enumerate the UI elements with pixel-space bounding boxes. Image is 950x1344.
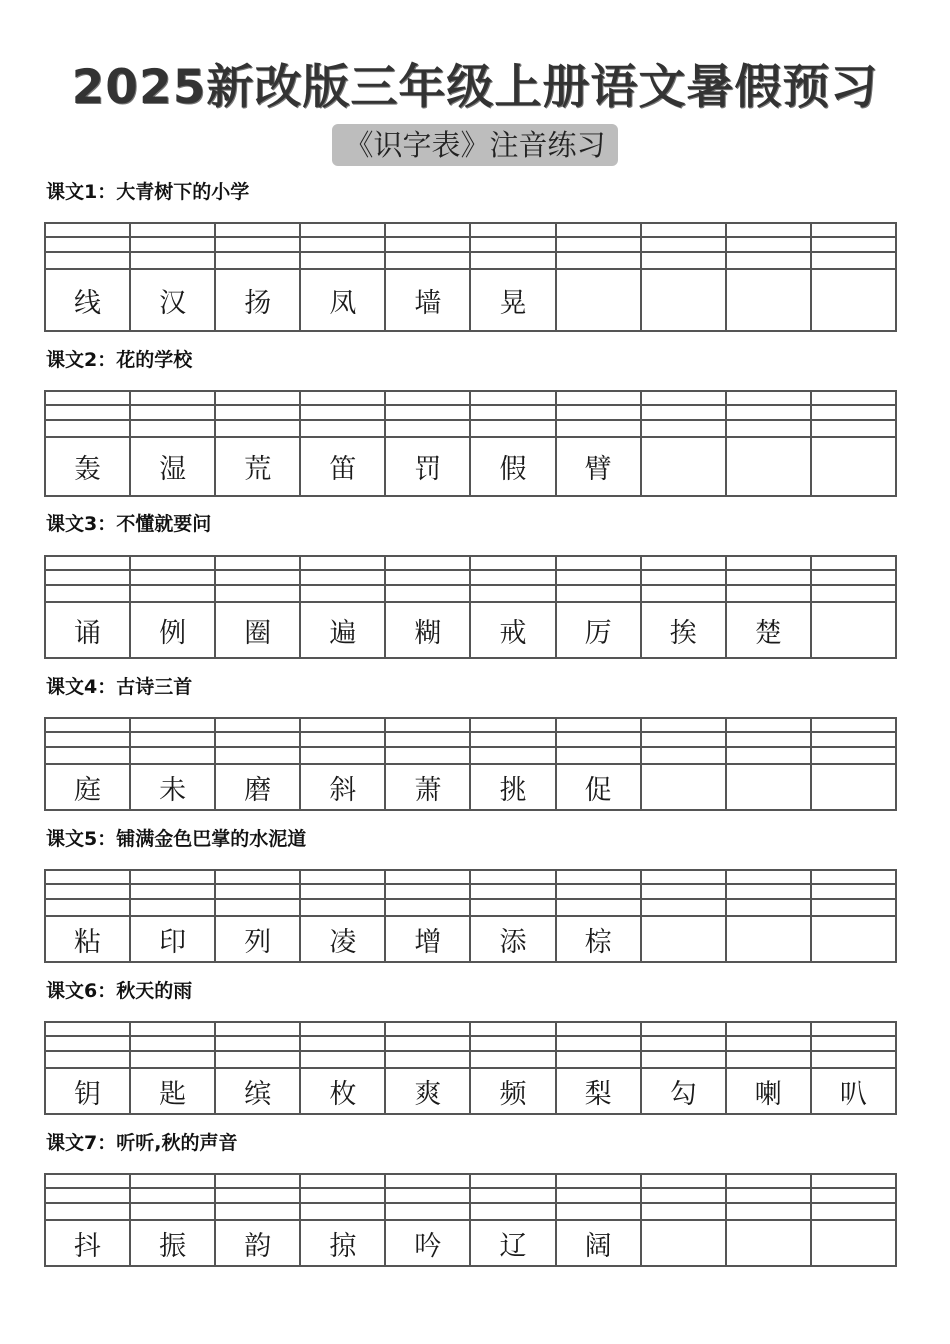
pinyin-writing-lines[interactable] [642,392,725,438]
practice-cell [46,719,131,809]
practice-grid [44,390,897,497]
character-box: 庭 [74,774,102,806]
pinyin-writing-lines[interactable] [301,719,384,765]
pinyin-writing-lines[interactable] [471,557,554,603]
character-box: 勾 [669,1078,697,1110]
practice-cell [131,1175,216,1265]
practice-cell [216,557,301,657]
practice-cell [557,719,642,809]
practice-cell [642,557,727,657]
character-box: 斜 [329,774,357,806]
practice-cell [557,557,642,657]
pinyin-writing-lines[interactable] [812,1175,895,1221]
pinyin-writing-lines[interactable] [642,557,725,603]
pinyin-writing-lines[interactable] [557,719,640,765]
practice-grid [44,869,897,963]
pinyin-writing-lines[interactable] [46,719,129,765]
character-box: 韵 [244,1230,272,1262]
character-box: 楚 [754,617,782,649]
practice-cell [46,871,131,961]
character-box: 粘 [74,926,102,958]
pinyin-writing-lines[interactable] [386,1175,469,1221]
character-box [727,1221,810,1265]
character-box [642,917,725,961]
pinyin-writing-lines[interactable] [131,1023,214,1069]
pinyin-writing-lines[interactable] [386,224,469,270]
practice-cell [46,224,131,330]
pinyin-writing-lines[interactable] [131,719,214,765]
character-box: 凌 [329,926,357,958]
character-box: 遍 [329,617,357,649]
practice-cell [471,1023,556,1113]
practice-cell [812,719,895,809]
practice-cell [216,224,301,330]
practice-cell [386,557,471,657]
practice-cell [557,1175,642,1265]
character-box: 吟 [414,1230,442,1262]
pinyin-writing-lines[interactable] [642,1175,725,1221]
character-box: 例 [159,617,187,649]
pinyin-writing-lines[interactable] [727,871,810,917]
pinyin-writing-lines[interactable] [301,1175,384,1221]
pinyin-writing-lines[interactable] [642,224,725,270]
practice-cell [557,224,642,330]
practice-grid [44,222,897,332]
practice-cell [727,719,812,809]
practice-cell [642,871,727,961]
practice-cell [216,1175,301,1265]
character-box: 湿 [159,454,187,485]
practice-cell [642,1023,727,1113]
pinyin-writing-lines[interactable] [46,392,129,438]
character-box [812,603,895,657]
pinyin-writing-lines[interactable] [471,1175,554,1221]
pinyin-writing-lines[interactable] [131,871,214,917]
practice-cell [301,1175,386,1265]
character-box [812,270,895,330]
practice-cell [386,719,471,809]
lesson-label: 课文1：大青树下的小学 [46,181,250,203]
pinyin-writing-lines[interactable] [471,1023,554,1069]
pinyin-writing-lines[interactable] [727,557,810,603]
practice-cell [642,1175,727,1265]
lesson-label: 课文3：不懂就要问 [46,513,212,535]
pinyin-writing-lines[interactable] [557,392,640,438]
pinyin-writing-lines[interactable] [557,1175,640,1221]
character-box: 假 [499,454,527,485]
pinyin-writing-lines[interactable] [216,1023,299,1069]
practice-cell [216,392,301,495]
practice-cell [642,392,727,495]
practice-cell [46,1023,131,1113]
character-box: 梨 [584,1078,612,1110]
character-box: 添 [499,926,527,958]
pinyin-writing-lines[interactable] [727,1175,810,1221]
pinyin-writing-lines[interactable] [216,557,299,603]
practice-cell [216,719,301,809]
pinyin-writing-lines[interactable] [812,392,895,438]
pinyin-writing-lines[interactable] [557,871,640,917]
character-box [812,917,895,961]
pinyin-writing-lines[interactable] [46,871,129,917]
practice-cell [301,1023,386,1113]
character-box [812,765,895,809]
pinyin-writing-lines[interactable] [216,224,299,270]
practice-cell [727,1175,812,1265]
character-box: 圈 [244,617,272,649]
practice-cell [812,1175,895,1265]
character-box: 阔 [584,1230,612,1262]
practice-cell [131,871,216,961]
pinyin-writing-lines[interactable] [301,871,384,917]
character-box: 增 [414,926,442,958]
practice-grid [44,555,897,659]
character-box [642,1221,725,1265]
practice-cell [471,1175,556,1265]
practice-cell [386,1023,471,1113]
practice-grid [44,1173,897,1267]
practice-cell [727,224,812,330]
character-box: 爽 [414,1078,442,1110]
practice-cell [557,392,642,495]
pinyin-writing-lines[interactable] [131,392,214,438]
practice-cell [812,871,895,961]
practice-cell [471,224,556,330]
practice-cell [216,871,301,961]
character-box: 墙 [414,287,442,319]
character-box: 扬 [244,287,272,319]
character-box: 喇 [754,1078,782,1110]
practice-cell [386,224,471,330]
practice-cell [216,1023,301,1113]
pinyin-writing-lines[interactable] [642,1023,725,1069]
pinyin-writing-lines[interactable] [727,719,810,765]
page-title: 2025新改版三年级上册语文暑假预习 [71,60,879,115]
character-box [642,765,725,809]
pinyin-writing-lines[interactable] [301,224,384,270]
pinyin-writing-lines[interactable] [301,1023,384,1069]
character-box: 促 [584,774,612,806]
pinyin-writing-lines[interactable] [812,1023,895,1069]
character-box: 诵 [74,617,102,649]
pinyin-writing-lines[interactable] [131,557,214,603]
character-box: 挨 [669,617,697,649]
character-box: 糊 [414,617,442,649]
practice-cell [727,392,812,495]
character-box: 列 [244,926,272,958]
practice-cell [301,557,386,657]
pinyin-writing-lines[interactable] [727,392,810,438]
lesson-label: 课文4：古诗三首 [46,676,193,698]
practice-cell [301,224,386,330]
pinyin-writing-lines[interactable] [46,1023,129,1069]
character-box [812,438,895,495]
pinyin-writing-lines[interactable] [386,1023,469,1069]
practice-cell [812,392,895,495]
pinyin-writing-lines[interactable] [557,224,640,270]
page-subtitle: 《识字表》注音练习 [332,124,617,166]
practice-cell [557,1023,642,1113]
practice-cell [131,224,216,330]
practice-cell [727,1023,812,1113]
character-box [642,438,725,495]
character-box: 匙 [159,1078,187,1110]
pinyin-writing-lines[interactable] [386,871,469,917]
pinyin-writing-lines[interactable] [557,557,640,603]
pinyin-writing-lines[interactable] [216,392,299,438]
character-box: 挑 [499,774,527,806]
lesson-label: 课文6：秋天的雨 [46,980,193,1002]
practice-cell [642,224,727,330]
character-box: 荒 [244,454,272,485]
pinyin-writing-lines[interactable] [131,224,214,270]
character-box: 轰 [74,454,102,485]
practice-grid [44,717,897,811]
character-box: 磨 [244,774,272,806]
pinyin-writing-lines[interactable] [216,1175,299,1221]
practice-cell [812,224,895,330]
practice-cell [471,557,556,657]
character-box: 线 [74,287,102,319]
character-box: 频 [499,1078,527,1110]
practice-cell [727,871,812,961]
character-box: 钥 [74,1078,102,1110]
character-box [642,270,725,330]
pinyin-writing-lines[interactable] [46,1175,129,1221]
character-box: 厉 [584,617,612,649]
pinyin-writing-lines[interactable] [216,871,299,917]
practice-cell [471,392,556,495]
pinyin-writing-lines[interactable] [812,557,895,603]
pinyin-writing-lines[interactable] [46,557,129,603]
pinyin-writing-lines[interactable] [301,557,384,603]
pinyin-writing-lines[interactable] [727,1023,810,1069]
character-box [727,765,810,809]
pinyin-writing-lines[interactable] [386,392,469,438]
practice-cell [386,871,471,961]
character-box [727,270,810,330]
practice-cell [386,392,471,495]
pinyin-writing-lines[interactable] [386,557,469,603]
pinyin-writing-lines[interactable] [642,719,725,765]
character-box: 枚 [329,1078,357,1110]
character-box [727,917,810,961]
character-box: 臂 [584,454,612,485]
pinyin-writing-lines[interactable] [812,871,895,917]
pinyin-writing-lines[interactable] [131,1175,214,1221]
practice-cell [727,557,812,657]
character-box: 晃 [499,287,527,319]
practice-cell [301,392,386,495]
pinyin-writing-lines[interactable] [812,719,895,765]
pinyin-writing-lines[interactable] [386,719,469,765]
character-box: 萧 [414,774,442,806]
practice-cell [131,392,216,495]
practice-cell [46,1175,131,1265]
pinyin-writing-lines[interactable] [471,392,554,438]
character-box: 掠 [329,1230,357,1262]
character-box [557,270,640,330]
practice-cell [642,719,727,809]
pinyin-writing-lines[interactable] [642,871,725,917]
practice-cell [557,871,642,961]
character-box: 棕 [584,926,612,958]
practice-cell [131,1023,216,1113]
character-box: 罚 [414,454,442,485]
pinyin-writing-lines[interactable] [727,224,810,270]
pinyin-writing-lines[interactable] [812,224,895,270]
character-box: 未 [159,774,187,806]
practice-cell [812,1023,895,1113]
practice-cell [471,719,556,809]
character-box: 戒 [499,617,527,649]
character-box: 凤 [329,287,357,319]
practice-cell [301,719,386,809]
practice-grid [44,1021,897,1115]
practice-cell [301,871,386,961]
pinyin-writing-lines[interactable] [46,224,129,270]
practice-cell [471,871,556,961]
character-box: 印 [159,926,187,958]
lesson-label: 课文5：铺满金色巴掌的水泥道 [46,828,307,850]
character-box: 叭 [839,1078,867,1110]
practice-cell [131,719,216,809]
pinyin-writing-lines[interactable] [301,392,384,438]
character-box: 振 [159,1230,187,1262]
pinyin-writing-lines[interactable] [216,719,299,765]
character-box [727,438,810,495]
character-box: 缤 [244,1078,272,1110]
character-box: 辽 [499,1230,527,1262]
pinyin-writing-lines[interactable] [557,1023,640,1069]
character-box: 汉 [159,287,187,319]
character-box: 抖 [74,1230,102,1262]
practice-cell [46,557,131,657]
character-box: 笛 [329,454,357,485]
lesson-label: 课文7：听听,秋的声音 [46,1132,238,1154]
practice-cell [812,557,895,657]
character-box [812,1221,895,1265]
practice-cell [386,1175,471,1265]
pinyin-writing-lines[interactable] [471,871,554,917]
pinyin-writing-lines[interactable] [471,719,554,765]
practice-cell [46,392,131,495]
practice-cell [131,557,216,657]
lesson-label: 课文2：花的学校 [46,349,193,371]
pinyin-writing-lines[interactable] [471,224,554,270]
